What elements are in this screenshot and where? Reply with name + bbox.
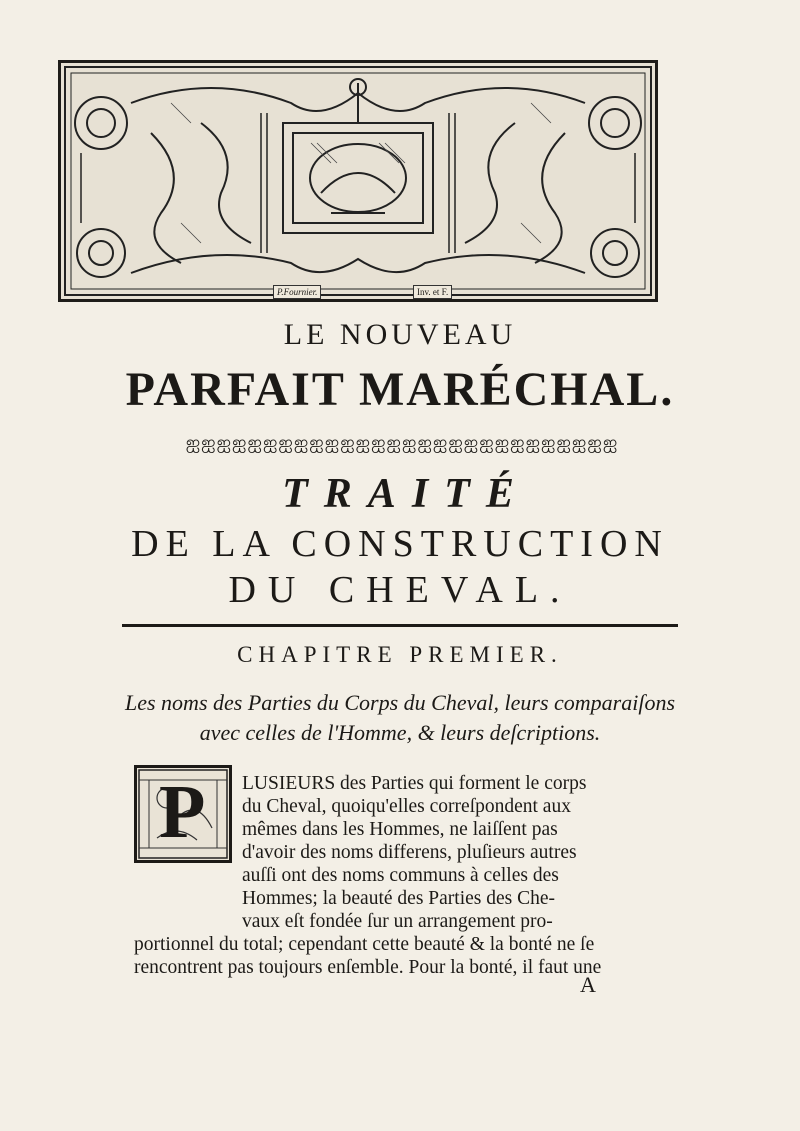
chapter-subtitle: [100, 688, 700, 748]
title-line-2: PARFAIT MARÉCHAL.: [125, 363, 675, 416]
treatise-line-3: DU CHEVAL.: [228, 569, 572, 611]
treatise-heading: TRAITÉ: [282, 471, 530, 517]
chapter-subtitle-line-1: Les noms des Parties du Corps du Cheval, leurs comparaiſons: [125, 690, 675, 715]
body-line-8: portionnel du total; cependant cette beauté & la bonté ne ſe: [134, 934, 595, 955]
body-line-2: du Cheval, quoiqu'elles correſpondent aux: [242, 796, 571, 817]
body-line-6: Hommes; la beauté des Parties des Che-: [242, 888, 555, 909]
body-line-4: d'avoir des noms differens, pluſieurs autres: [242, 842, 577, 863]
engraver-signature: P.Fournier.: [273, 285, 321, 299]
drop-cap-letter: P: [159, 770, 206, 854]
body-line-7: vaux eſt fondée ſur un arrangement pro-: [242, 911, 553, 932]
header-ornament-engraving: [58, 60, 658, 302]
title-line-1: LE NOUVEAU: [283, 318, 517, 351]
chapter-heading: CHAPITRE PREMIER.: [237, 642, 563, 667]
drop-cap-engraving: [134, 765, 232, 863]
body-line-9: rencontrent pas toujours enſemble. Pour la bonté, il faut une: [134, 957, 602, 978]
engraver-signature-right: Inv. et F.: [413, 285, 452, 299]
body-line-5: auſſi ont des noms communs à celles des: [242, 865, 559, 886]
body-line-1: LUSIEURS des Parties qui forment le corps: [242, 773, 587, 794]
treatise-line-2: DE LA CONSTRUCTION: [131, 523, 669, 565]
chapter-subtitle-line-2: avec celles de l'Homme, & leurs deſcriptions.: [199, 720, 601, 745]
horizontal-rule: [122, 624, 678, 627]
body-line-3: mêmes dans les Hommes, ne laiſſent pas: [242, 819, 558, 840]
fleuron-divider: ஐஐஐஐஐஐஐஐஐஐஐஐஐஐஐஐஐஐஐஐஐஐஐஐஐஐஐஐ: [185, 432, 619, 453]
ornament-illustration: [61, 63, 655, 299]
signature-mark: A: [580, 972, 596, 997]
